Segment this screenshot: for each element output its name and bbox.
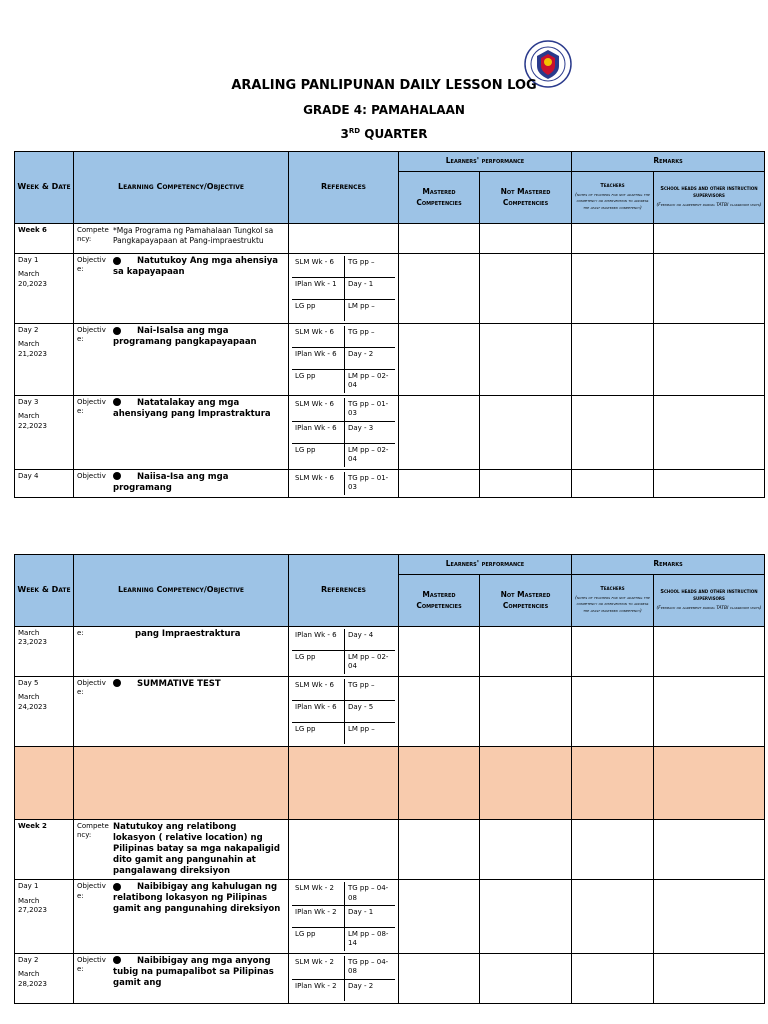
- header-references: References: [289, 152, 399, 224]
- header-not-mastered: Not Mastered Competencies: [480, 172, 572, 224]
- bullet-icon: [113, 883, 121, 891]
- header-competency: Learning Competency/Objective: [74, 555, 289, 627]
- day-cell: Day 1 March 20,2023: [15, 254, 74, 324]
- references-cell: SLM Wk - 6 TG pp – IPlan Wk - 1 Day - 1 LG pp LM pp –: [289, 254, 399, 324]
- table-row: [15, 224, 765, 254]
- table-row: [15, 469, 765, 497]
- header-learners-performance: Learners' performance: [399, 555, 572, 575]
- week-label: Week 6: [15, 224, 74, 254]
- objective-cell: Objectiv Naiisa-Isa ang mga programang: [74, 469, 289, 497]
- lesson-log-table-2: [14, 554, 765, 1004]
- header-learners-performance: Learners' performance: [399, 152, 572, 172]
- header-week-date: Week & Date: [15, 152, 74, 224]
- references-cell: SLM Wk - 6 TG pp – 01-03 IPlan Wk - 6 Day - 3 LG pp LM pp – 02-04: [289, 395, 399, 469]
- table-row: [15, 676, 765, 746]
- table-row: [15, 953, 765, 1003]
- bullet-icon: [113, 398, 121, 406]
- header-competency: Learning Competency/Objective: [74, 152, 289, 224]
- header-remarks: Remarks: [572, 555, 765, 575]
- objective-cell: e: pang Impraestraktura: [74, 627, 289, 677]
- grade-subtitle: GRADE 4: PAMAHALAAN: [303, 103, 465, 117]
- header-school-heads: School heads and other instruction supervisors (Feedback or agreement during TATBI classroom visits): [654, 575, 765, 627]
- bullet-icon: [113, 679, 121, 687]
- objective-cell: Objectiv e:Nai-Isalsa ang mga programang pangkapayapaan: [74, 324, 289, 396]
- separator-row: [15, 746, 765, 819]
- day-cell: March 23,2023: [15, 627, 74, 677]
- header-teachers: Teachers (notes of teachers for not adapting the competency or intervention to address the least mastered competency): [572, 575, 654, 627]
- references-cell: SLM Wk - 6 TG pp – IPlan Wk - 6 Day - 5 LG pp LM pp –: [289, 676, 399, 746]
- header-remarks: Remarks: [572, 152, 765, 172]
- header-references: References: [289, 555, 399, 627]
- table-row: [15, 880, 765, 954]
- objective-cell: Objectiv e:Natatalakay ang mga ahensiyang pang Imprastraktura: [74, 395, 289, 469]
- document-title: ARALING PANLIPUNAN DAILY LESSON LOG: [231, 78, 537, 93]
- day-cell: Day 5 March 24,2023: [15, 676, 74, 746]
- objective-cell: Objectiv e:Naibibigay ang mga anyong tubig na pumapalibot sa Pilipinas gamit ang: [74, 953, 289, 1003]
- table-row: [15, 324, 765, 396]
- quarter-subtitle: 3RD QUARTER: [340, 127, 428, 141]
- header-not-mastered: Not Mastered Competencies: [480, 575, 572, 627]
- bullet-icon: [113, 472, 121, 480]
- day-cell: Day 1 March 27,2023: [15, 880, 74, 954]
- header-week-date: Week & Date: [15, 555, 74, 627]
- competency-cell: Compete ncy:Natutukoy ang relatibong lokasyon ( relative location) ng Pilipinas batay sa mga nakapaligid dito gamit ang pangunahin at pangalawang direksiyon: [74, 819, 289, 879]
- header-school-heads: School heads and other instruction supervisors (Feedback or agreement during TATBI classroom visits): [654, 172, 765, 224]
- references-cell: SLM Wk - 2 TG pp – 04-08 IPlan Wk - 2 Day - 1 LG pp LM pp – 08-14: [289, 880, 399, 954]
- header-teachers: Teachers (notes of teachers for not adapting the competency or intervention to address the least mastered competency): [572, 172, 654, 224]
- day-cell: Day 2 March 21,2023: [15, 324, 74, 396]
- objective-cell: Objectiv e:Natutukoy Ang mga ahensiya sa kapayapaan: [74, 254, 289, 324]
- table-row: [15, 819, 765, 879]
- competency-cell: Compete ncy:*Mga Programa ng Pamahalaan Tungkol sa Pangkapayapaan at Pang-impraestruktu: [74, 224, 289, 254]
- bullet-icon: [113, 956, 121, 964]
- objective-cell: Objectiv e:SUMMATIVE TEST: [74, 676, 289, 746]
- references-cell: SLM Wk - 6 TG pp – 01-03: [289, 469, 399, 497]
- header-mastered: Mastered Competencies: [399, 575, 480, 627]
- week-label: Week 2: [15, 819, 74, 879]
- table-row: [15, 627, 765, 677]
- day-cell: Day 2 March 28,2023: [15, 953, 74, 1003]
- bullet-icon: [113, 257, 121, 265]
- day-cell: Day 3 March 22,2023: [15, 395, 74, 469]
- references-cell: SLM Wk - 6 TG pp – IPlan Wk - 6 Day - 2 LG pp LM pp – 02-04: [289, 324, 399, 396]
- lesson-log-table-1: [14, 151, 765, 498]
- table-row: [15, 395, 765, 469]
- header-mastered: Mastered Competencies: [399, 172, 480, 224]
- table-row: [15, 254, 765, 324]
- objective-cell: Objectiv e:Naibibigay ang kahulugan ng relatibong lokasyon ng Pilipinas gamit ang pangunahing direksiyon: [74, 880, 289, 954]
- day-cell: Day 4: [15, 469, 74, 497]
- bullet-icon: [113, 327, 121, 335]
- references-cell: SLM Wk - 2 TG pp – 04-08 IPlan Wk - 2 Day - 2: [289, 953, 399, 1003]
- references-cell: IPlan Wk - 6 Day - 4 LG pp LM pp – 02-04: [289, 627, 399, 677]
